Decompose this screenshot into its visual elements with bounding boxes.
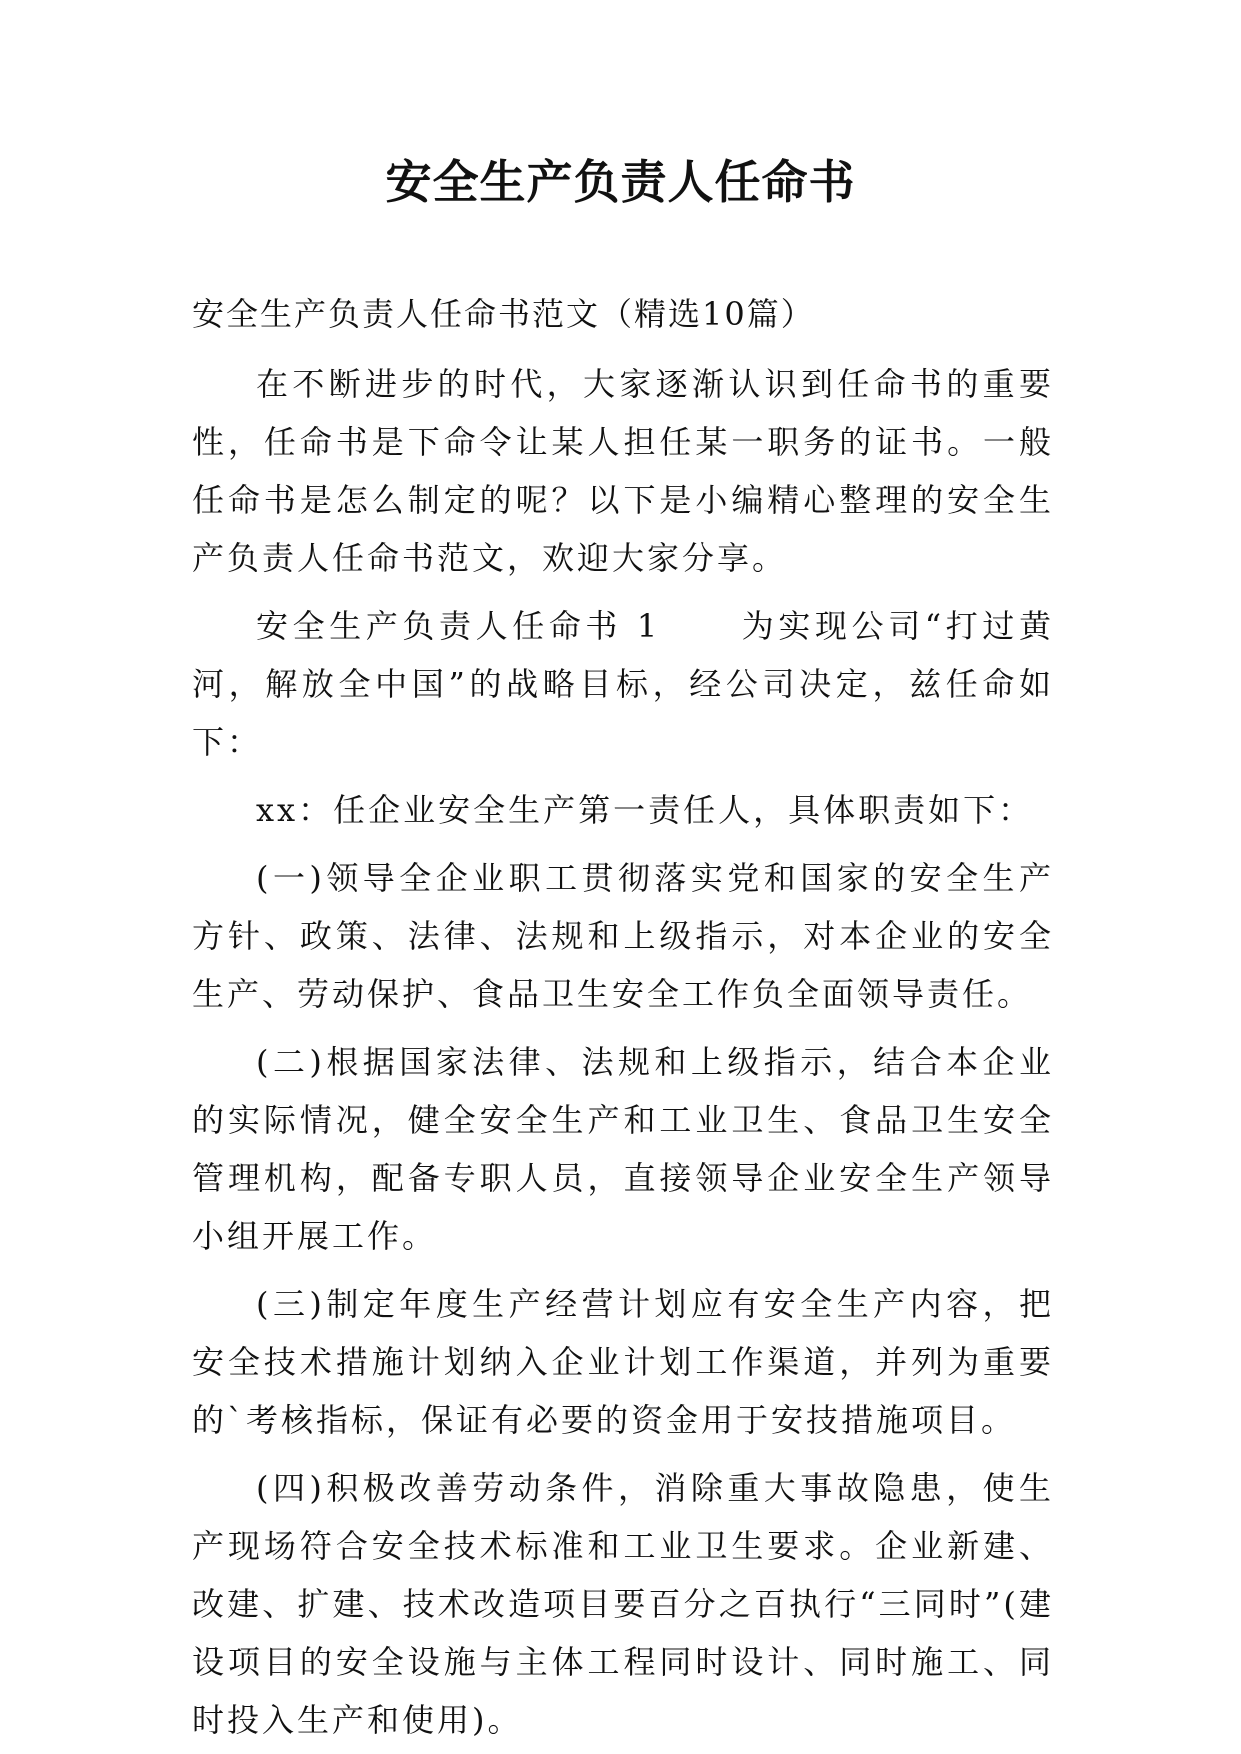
document-body [192, 285, 1054, 1749]
appointment-paragraph: xx：任企业安全生产第一责任人，具体职责如下： [256, 791, 1034, 829]
document-title: 安全生产负责人任命书 [385, 155, 856, 209]
section-paragraph [192, 597, 1054, 771]
duty-paragraph-1: (一)领导全企业职工贯彻落实党和国家的安全生产方针、政策、法律、法规和上级指示，对本企业的安全生产、劳动保护、食品卫生安全工作负全面领导责任。 [192, 859, 1054, 1013]
document-subtitle: 安全生产负责人任命书范文（精选10篇） [192, 295, 815, 333]
section-heading: 安全生产负责人任命书 1 [256, 607, 661, 645]
duty-paragraph-4: (四)积极改善劳动条件，消除重大事故隐患，使生产现场符合安全技术标准和工业卫生要求。企业新建、改建、扩建、技术改造项目要百分之百执行“三同时”(建设项目的安全设施与主体工程同时设计、同时施工、同时投入生产和使用)。 [192, 1469, 1054, 1739]
intro-paragraph: 在不断进步的时代，大家逐渐认识到任命书的重要性，任命书是下命令让某人担任某一职务的证书。一般任命书是怎么制定的呢？以下是小编精心整理的安全生产负责人任命书范文，欢迎大家分享。 [192, 365, 1054, 577]
section-lead: 为实现公司“打过黄河，解放全中国”的战略目标，经公司决定，兹任命如下： [192, 607, 1054, 761]
duty-paragraph-3: (三)制定年度生产经营计划应有安全生产内容，把安全技术措施计划纳入企业计划工作渠道，并列为重要的`考核指标，保证有必要的资金用于安技措施项目。 [192, 1285, 1054, 1439]
duty-paragraph-2: (二)根据国家法律、法规和上级指示，结合本企业的实际情况，健全安全生产和工业卫生、食品卫生安全管理机构，配备专职人员，直接领导企业安全生产领导小组开展工作。 [192, 1043, 1054, 1255]
